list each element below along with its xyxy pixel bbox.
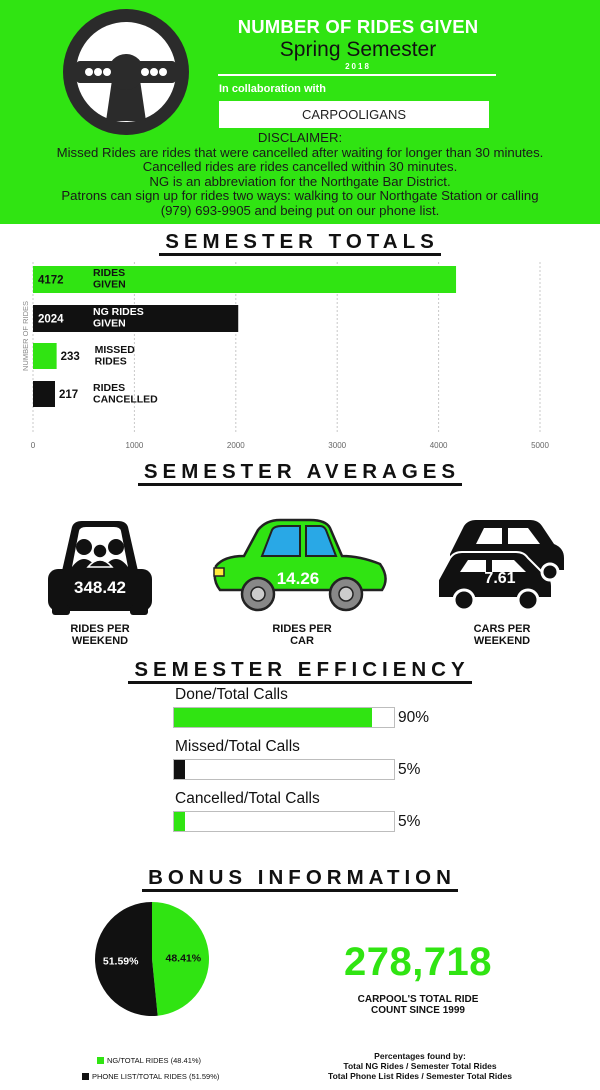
eff-bar-missed [173,759,395,780]
bar-category-label: GIVEN [93,278,126,291]
rides-per-car-label: RIDES PER CAR [272,623,332,647]
page-subtitle: Spring Semester [279,38,437,61]
ride-source-pie-chart [94,901,210,1017]
legend-phone-list: PHONE LIST/TOTAL RIDES (51.59%) [82,1072,219,1081]
eff-percent-done: 90% [398,709,430,726]
x-tick-label: 3000 [328,441,347,450]
total-ride-count: 278,718 [343,940,493,984]
x-tick-label: 4000 [429,441,448,450]
eff-percent-missed: 5% [398,761,421,778]
rides-per-weekend-label: RIDES PER WEEKEND [70,623,130,647]
averages-heading: SEMESTER AVERAGES [0,461,600,486]
efficiency-heading: SEMESTER EFFICIENCY [0,659,600,684]
bar-category-label: MISSED [94,344,135,356]
x-tick-label: 2000 [226,441,245,450]
bonus-heading: BONUS INFORMATION [0,867,600,892]
percentages-formula: Percentages found by: Total NG Rides / Semester Total Rides Total Phone List Rides / Semester Total Rides [328,1051,512,1081]
pie-slice-label: 51.59% [102,955,139,968]
disclaimer-line: Cancelled rides are rides cancelled within 30 minutes. [142,159,458,175]
eff-bar-fill [174,708,372,727]
disclaimer [0,131,600,219]
eff-percent-cancelled: 5% [398,813,421,830]
totals-heading: SEMESTER TOTALS [0,231,600,256]
x-tick-label: 0 [30,441,36,450]
bar-category-label: GIVEN [93,317,126,330]
legend-swatch-black [82,1073,89,1080]
eff-bar-cancelled [173,811,395,832]
rides-per-weekend-value: 348.42 [74,578,126,597]
bar-value-label: 2024 [38,313,64,326]
year-label: 2018 [345,62,371,71]
eff-label-cancelled: Cancelled/Total Calls [175,790,320,807]
legend-ng: NG/TOTAL RIDES (48.41%) [97,1056,201,1065]
x-tick-label: 1000 [125,441,144,450]
semester-totals-chart [18,262,578,462]
bar-category-label: CANCELLED [93,393,158,406]
bar [33,343,57,369]
header-banner [0,0,600,224]
bar-value-label: 217 [59,389,79,401]
eff-label-done: Done/Total Calls [175,686,288,703]
eff-bar-fill [174,812,185,831]
eff-bar-done [173,707,395,728]
disclaimer-heading: DISCLAIMER: [257,130,343,145]
header-divider [218,74,496,76]
bar-value-label: 4172 [38,274,64,287]
eff-label-missed: Missed/Total Calls [175,738,300,755]
bar-value-label: 233 [60,351,80,363]
disclaimer-line: Missed Rides are rides that were cancelled after waiting for longer than 30 minutes. [56,144,544,160]
rides-per-car-value: 14.26 [276,569,320,588]
bar-category-label: NG RIDES [93,306,144,318]
cars-per-weekend-label: CARS PER WEEKEND [473,623,531,647]
two-cars-icon [436,514,566,610]
disclaimer-line: Patrons can sign up for rides two ways: walking to our Northgate Station or calling [61,188,539,204]
eff-bar-fill [174,760,185,779]
cars-per-weekend-value: 7.61 [484,570,516,587]
page-title: NUMBER OF RIDES GIVEN [237,16,479,37]
bar-category-label: RIDES [93,267,126,279]
y-axis-label: NUMBER OF RIDES [21,300,30,372]
pie-slice-label: 48.41% [165,952,202,965]
partner-box: CARPOOLIGANS [219,101,489,128]
collab-label: In collaboration with [219,83,326,95]
bar [33,381,55,407]
total-ride-caption: CARPOOL'S TOTAL RIDE COUNT SINCE 1999 [357,994,479,1016]
disclaimer-line: NG is an abbreviation for the Northgate Bar District. [149,173,451,189]
legend-swatch-green [97,1057,104,1064]
steering-wheel-icon [62,8,190,136]
green-car-icon [210,516,392,612]
x-tick-label: 5000 [531,441,549,450]
bar-category-label: RIDES [94,355,127,368]
passengers-car-icon [46,517,154,617]
bar-category-label: RIDES [93,382,126,394]
disclaimer-line: (979) 693-9905 and being put on our phone list. [160,202,440,218]
